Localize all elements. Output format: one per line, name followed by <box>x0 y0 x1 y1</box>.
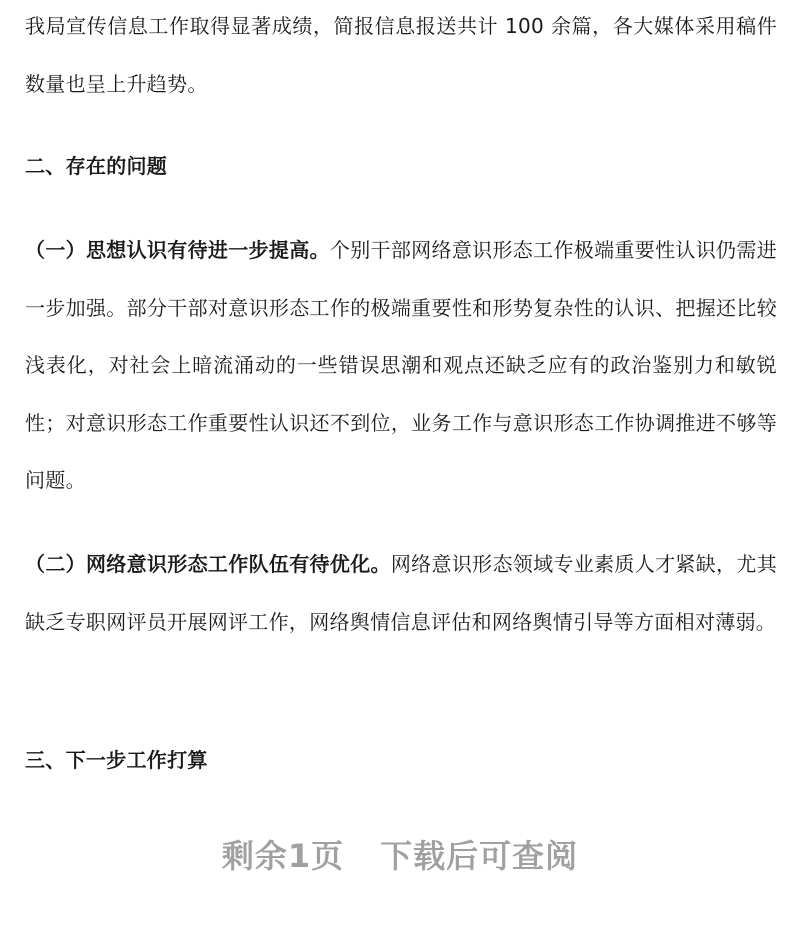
section-heading-next-steps: 三、下一步工作打算 <box>25 748 208 772</box>
paragraph-intro-text: 我局宣传信息工作取得显著成绩，简报信息报送共计 100 余篇，各大媒体采用稿件数量也呈上升趋势。 <box>25 14 777 96</box>
paragraph-team-optimization <box>25 536 777 651</box>
paragraph-lead-ideology: （一）思想认识有待进一步提高。 <box>25 238 330 262</box>
paragraph-lead-team: （二）网络意识形态工作队伍有待优化。 <box>25 552 391 576</box>
section-heading-problems: 二、存在的问题 <box>25 154 168 178</box>
download-to-view-label[interactable]: 下载后可查阅 <box>380 837 579 875</box>
paragraph-ideology-awareness <box>25 222 777 510</box>
paragraph-body-ideology: 个别干部网络意识形态工作极端重要性认识仍需进一步加强。部分干部对意识形态工作的极端重要性和形势复杂性的认识、把握还比较浅表化，对社会上暗流涌动的一些错误思潮和观点还缺乏应有的政治鉴别力和敏锐性；对意识形态工作重要性认识还不到位，业务工作与意识形态工作协调推进不够等问题。 <box>25 238 777 492</box>
remaining-pages-label: 剩余1页 <box>221 837 345 875</box>
paragraph-intro <box>25 0 777 113</box>
paragraph-body-team: 网络意识形态领域专业素质人才紧缺，尤其缺乏专职网评员开展网评工作，网络舆情信息评估和网络舆情引导等方面相对薄弱。 <box>25 552 778 634</box>
download-prompt[interactable] <box>0 832 800 880</box>
